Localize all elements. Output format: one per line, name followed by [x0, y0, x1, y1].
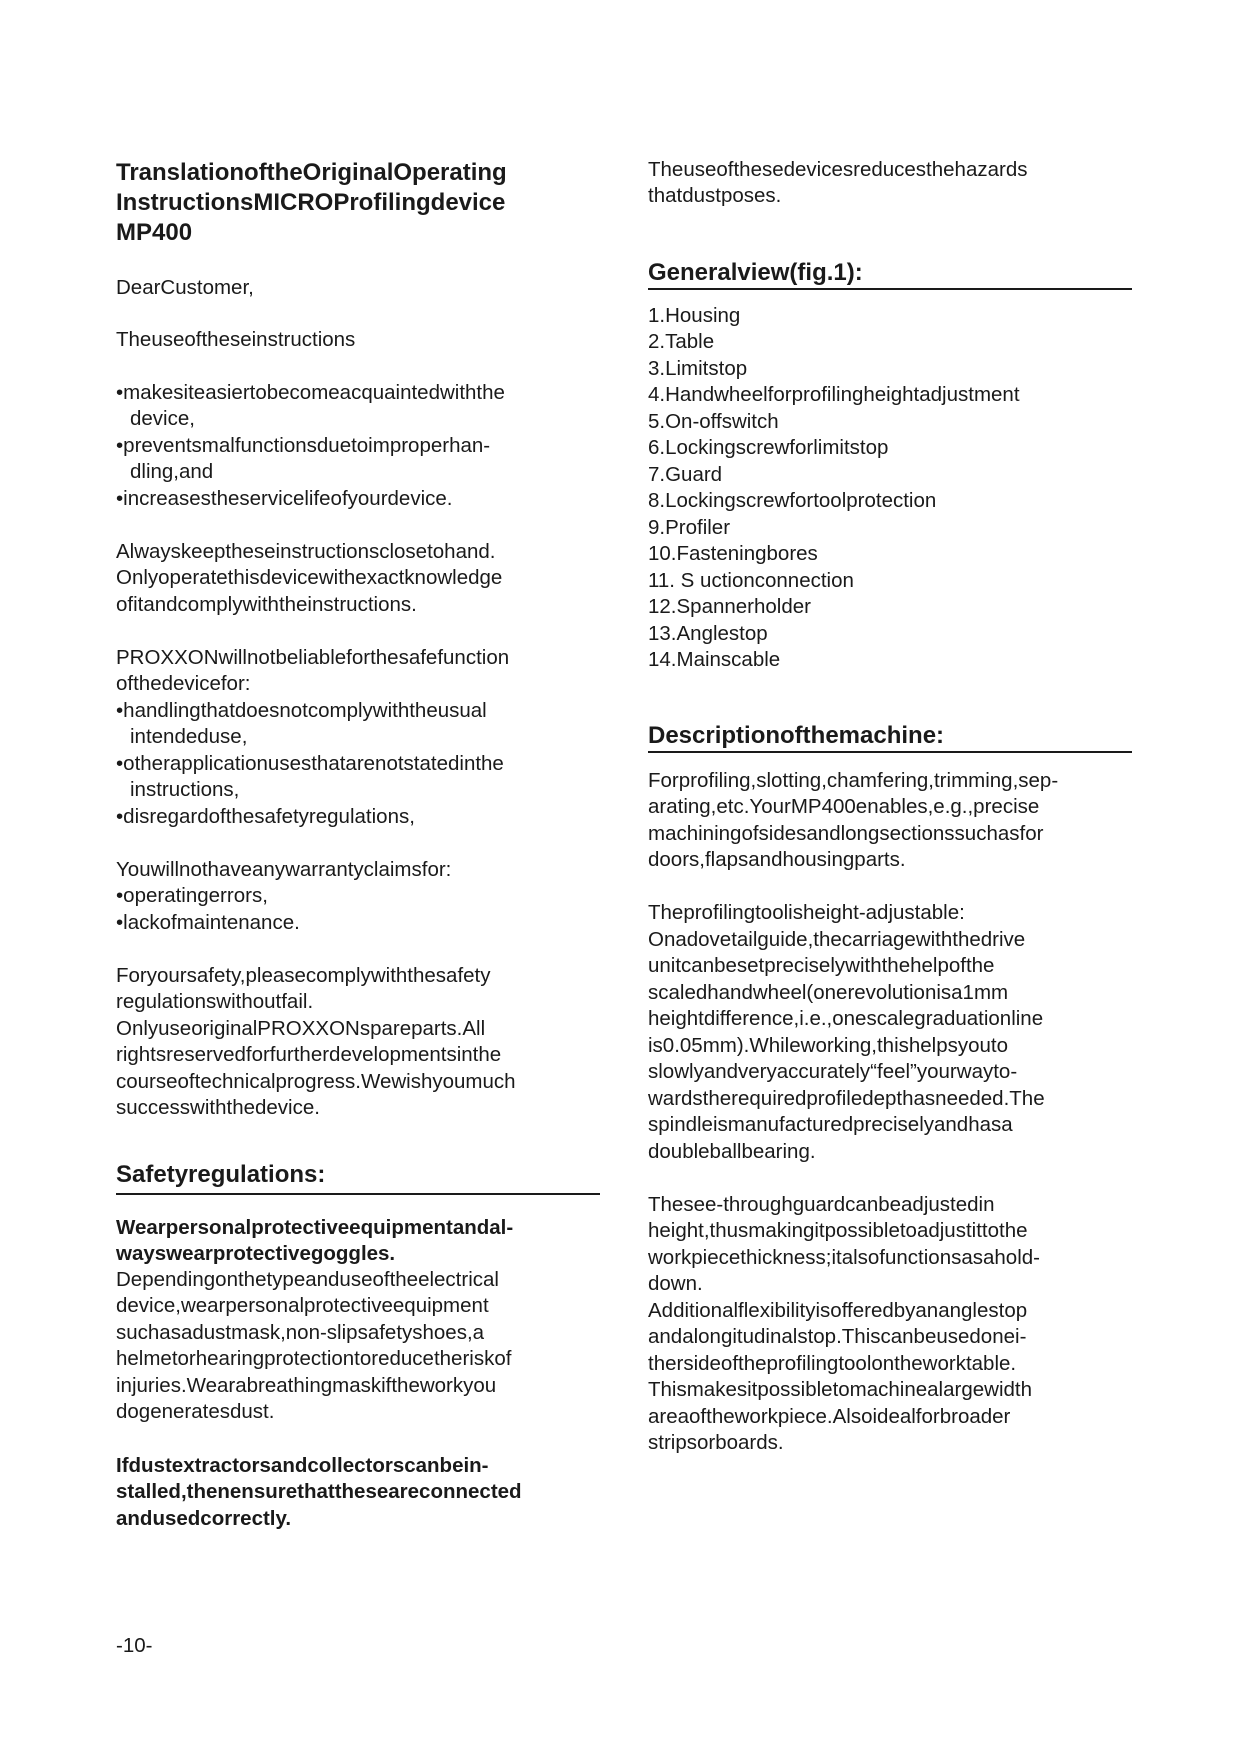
safety-text-line: injuries.Wearabreathingmaskiftheworkyou: [116, 1374, 497, 1397]
description-line: Onadovetailguide,thecarriagewiththedrive: [648, 928, 1026, 951]
description-line: height,thusmakingitpossibletoadjustittothe: [648, 1219, 1028, 1242]
description-line: areaoftheworkpiece.Alsoidealforbroader: [648, 1405, 1011, 1428]
description-line: doubleballbearing.: [648, 1140, 816, 1163]
safety-bold-line: andusedcorrectly.: [116, 1507, 292, 1530]
description-line: wardstherequiredprofiledepthasneeded.The: [648, 1087, 1045, 1110]
description-line: Thesee-throughguardcanbeadjustedin: [648, 1193, 995, 1216]
description-line: heightdifference,i.e.,onescalegraduationline: [648, 1007, 1044, 1030]
part-item: 14.Mainscable: [648, 648, 781, 671]
safety-text-line: Dependingonthetypeanduseoftheelectrical: [116, 1268, 499, 1291]
liability-line: PROXXONwillnotbeliableforthesafefunction: [116, 646, 510, 669]
liability-line: instructions,: [130, 778, 240, 801]
warranty-line: •lackofmaintenance.: [116, 911, 300, 934]
part-item: 6.Lockingscrewforlimitstop: [648, 436, 889, 459]
part-item: 11. S uctionconnection: [648, 569, 854, 592]
description-line: unitcanbesetpreciselywiththehelpofthe: [648, 954, 995, 977]
description-line: stripsorboards.: [648, 1431, 784, 1454]
part-item: 7.Guard: [648, 463, 723, 486]
benefit-line: dling,and: [130, 460, 214, 483]
safety-text-line: helmetorhearingprotectiontoreducetheriskof: [116, 1347, 512, 1370]
safety-note-line: successwiththedevice.: [116, 1096, 320, 1119]
safety-text-line: dogeneratesdust.: [116, 1400, 275, 1423]
dust-note-line: Theuseofthesedevicesreducesthehazards: [648, 158, 1028, 181]
heading-rule: [116, 1193, 600, 1195]
description-line: down.: [648, 1272, 703, 1295]
salutation: DearCustomer,: [116, 276, 254, 299]
part-item: 4.Handwheelforprofilingheightadjustment: [648, 383, 1020, 406]
liability-line: •disregardofthesafetyregulations,: [116, 805, 415, 828]
safety-bold-line: stalled,thenensurethattheseareconnected: [116, 1480, 522, 1503]
warranty-line: •operatingerrors,: [116, 884, 268, 907]
part-item: 5.On-offswitch: [648, 410, 779, 433]
document-title-line-2: InstructionsMICROProfilingdevice: [116, 189, 506, 216]
part-item: 1.Housing: [648, 304, 741, 327]
part-item: 12.Spannerholder: [648, 595, 811, 618]
part-item: 9.Profiler: [648, 516, 731, 539]
description-line: arating,etc.YourMP400enables,e.g.,precise: [648, 795, 1040, 818]
liability-line: •otherapplicationusesthatarenotstatedinthe: [116, 752, 504, 775]
liability-line: intendeduse,: [130, 725, 248, 748]
description-line: machiningofsidesandlongsectionssuchasfor: [648, 822, 1044, 845]
benefit-line: •increasestheservicelifeofyourdevice.: [116, 487, 453, 510]
part-item: 13.Anglestop: [648, 622, 768, 645]
safety-note-line: rightsreservedforfurtherdevelopmentsinthe: [116, 1043, 502, 1066]
part-item: 2.Table: [648, 330, 715, 353]
safety-note-line: OnlyuseoriginalPROXXONspareparts.All: [116, 1017, 486, 1040]
description-line: doors,flapsandhousingparts.: [648, 848, 906, 871]
benefit-line: •makesiteasiertobecomeacquaintedwiththe: [116, 381, 505, 404]
description-line: is0.05mm).Whileworking,thishelpsyouto: [648, 1034, 1009, 1057]
part-item: 3.Limitstop: [648, 357, 748, 380]
description-line: Forprofiling,slotting,chamfering,trimming,sep-: [648, 769, 1059, 792]
liability-line: ofthedevicefor:: [116, 672, 251, 695]
safety-note-line: Foryoursafety,pleasecomplywiththesafety: [116, 964, 491, 987]
description-line: Theprofilingtoolisheight-adjustable:: [648, 901, 965, 924]
keep-instructions-line: Onlyoperatethisdevicewithexactknowledge: [116, 566, 503, 589]
keep-instructions-line: ofitandcomplywiththeinstructions.: [116, 593, 417, 616]
dust-note-line: thatdustposes.: [648, 184, 782, 207]
heading-rule: [648, 288, 1132, 290]
document-title-line-3: MP400: [116, 219, 193, 246]
description-line: Thismakesitpossibletomachinealargewidth: [648, 1378, 1032, 1401]
description-line: andalongitudinalstop.Thiscanbeusedonei-: [648, 1325, 1027, 1348]
description-line: Additionalflexibilityisofferedbyananglestop: [648, 1299, 1028, 1322]
warranty-line: Youwillnothaveanywarrantyclaimsfor:: [116, 858, 452, 881]
description-heading: Descriptionofthemachine:: [648, 722, 945, 749]
description-line: scaledhandwheel(onerevolutionisa1mm: [648, 981, 1009, 1004]
liability-line: •handlingthatdoesnotcomplywiththeusual: [116, 699, 487, 722]
safety-bold-line: Ifdustextractorsandcollectorscanbein-: [116, 1454, 489, 1477]
safety-regulations-heading: Safetyregulations:: [116, 1161, 326, 1188]
description-line: workpiecethickness;italsofunctionsasahold-: [648, 1246, 1040, 1269]
safety-text-line: device,wearpersonalprotectiveequipment: [116, 1294, 489, 1317]
heading-rule: [648, 751, 1132, 753]
description-line: thersideoftheprofilingtoolontheworktable.: [648, 1352, 1017, 1375]
keep-instructions-line: Alwayskeeptheseinstructionsclosetohand.: [116, 540, 496, 563]
safety-note-line: regulationswithoutfail.: [116, 990, 314, 1013]
benefit-line: device,: [130, 407, 195, 430]
description-line: spindleismanufacturedpreciselyandhasa: [648, 1113, 1013, 1136]
safety-bold-line: Wearpersonalprotectiveequipmentandal-: [116, 1216, 514, 1239]
intro-text: Theuseoftheseinstructions: [116, 328, 356, 351]
general-view-heading: Generalview(fig.1):: [648, 259, 863, 286]
part-item: 8.Lockingscrewfortoolprotection: [648, 489, 937, 512]
safety-text-line: suchasadustmask,non-slipsafetyshoes,a: [116, 1321, 485, 1344]
safety-bold-line: wayswearprotectivegoggles.: [116, 1242, 396, 1265]
document-title-line-1: TranslationoftheOriginalOperating: [116, 159, 507, 186]
part-item: 10.Fasteningbores: [648, 542, 818, 565]
description-line: slowlyandveryaccurately“feel”yourwayto-: [648, 1060, 1018, 1083]
benefit-line: •preventsmalfunctionsduetoimproperhan-: [116, 434, 491, 457]
safety-note-line: courseoftechnicalprogress.Wewishyoumuch: [116, 1070, 516, 1093]
page-number: -10-: [116, 1634, 153, 1657]
